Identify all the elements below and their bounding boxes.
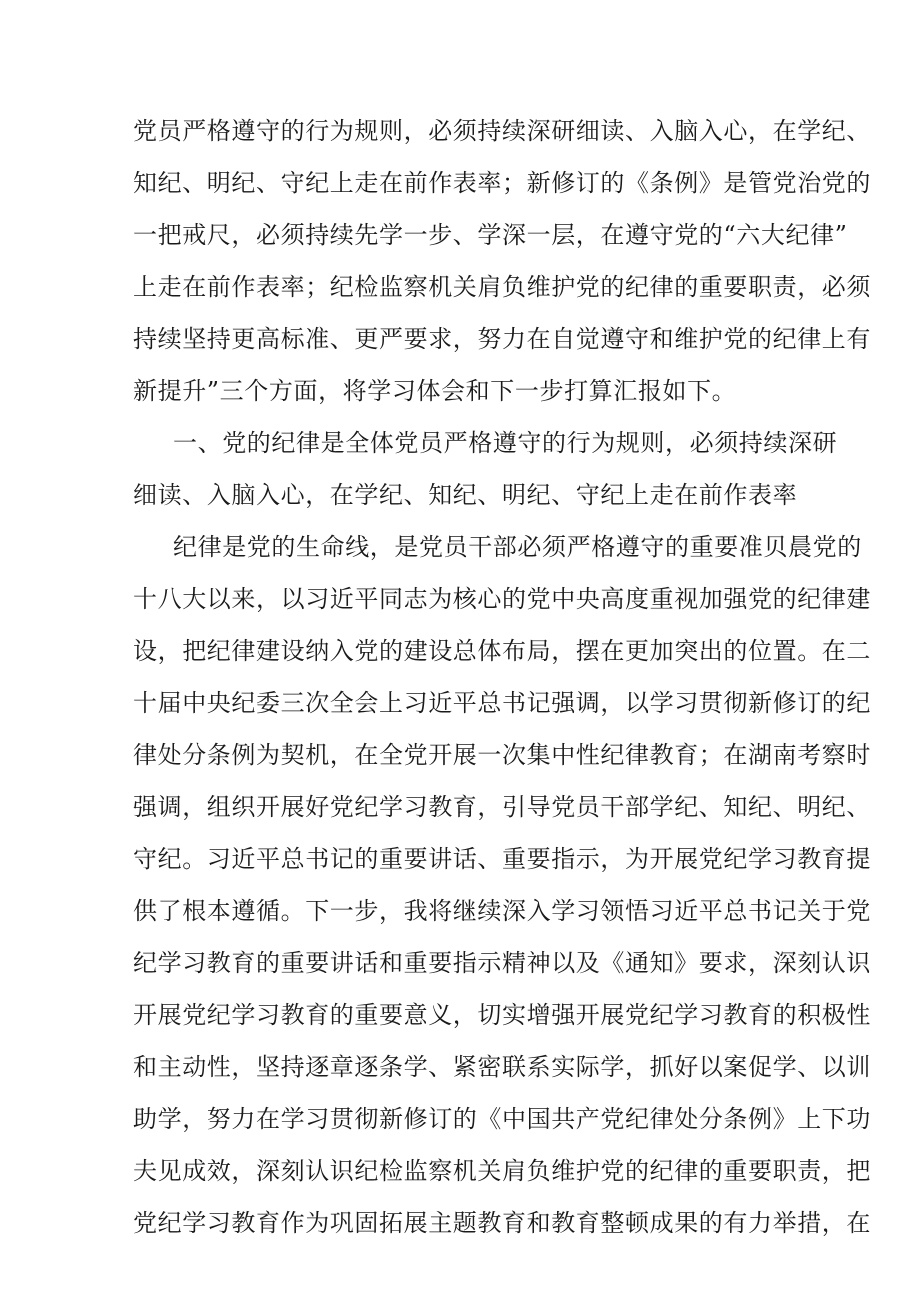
text-line: 纪律是党的生命线，是党员干部必须严格遵守的重要准贝晨党的: [173, 533, 862, 561]
text-line: 纪学习教育的重要讲话和重要指示精神以及《通知》要求，深刻认识: [133, 949, 871, 977]
text-line: 十八大以来，以习近平同志为核心的党中央高度重视加强党的纪律建: [133, 585, 871, 613]
text-line: 守纪。习近平总书记的重要讲话、重要指示，为开展党纪学习教育提: [133, 845, 871, 873]
text-line: 党员严格遵守的行为规则，必须持续深研细读、入脑入心，在学纪、: [133, 117, 871, 145]
text-line: 上走在前作表率；纪检监察机关肩负维护党的纪律的重要职责，必须: [133, 273, 871, 301]
text-line: 开展党纪学习教育的重要意义，切实增强开展党纪学习教育的积极性: [133, 1001, 871, 1029]
text-line: 律处分条例为契机，在全党开展一次集中性纪律教育；在湖南考察时: [133, 741, 871, 769]
text-line: 持续坚持更高标准、更严要求，努力在自觉遵守和维护党的纪律上有: [133, 325, 871, 353]
section-heading-line: 细读、入脑入心，在学纪、知纪、明纪、守纪上走在前作表率: [133, 481, 798, 509]
text-line: 强调，组织开展好党纪学习教育，引导党员干部学纪、知纪、明纪、: [133, 793, 871, 821]
text-line: 供了根本遵循。下一步，我将继续深入学习领悟习近平总书记关于党: [133, 897, 871, 925]
text-line: 助学，努力在学习贯彻新修订的《中国共产党纪律处分条例》上下功: [133, 1105, 871, 1133]
text-line: 党纪学习教育作为巩固拓展主题教育和教育整顿成果的有力举措，在: [133, 1209, 871, 1237]
text-line: 知纪、明纪、守纪上走在前作表率；新修订的《条例》是管党治党的: [133, 169, 871, 197]
text-line: 夫见成效，深刻认识纪检监察机关肩负维护党的纪律的重要职责，把: [133, 1157, 871, 1185]
section-heading-line: 一、党的纪律是全体党员严格遵守的行为规则，必须持续深研: [173, 429, 838, 457]
text-line: 设，把纪律建设纳入党的建设总体布局，摆在更加突出的位置。在二: [133, 637, 871, 665]
body-text: [133, 112, 871, 1256]
text-line: 一把戒尺，必须持续先学一步、学深一层，在遵守党的“六大纪律”: [133, 221, 848, 249]
text-line: 和主动性，坚持逐章逐条学、紧密联系实际学，抓好以案促学、以训: [133, 1053, 871, 1081]
text-line: 十届中央纪委三次全会上习近平总书记强调，以学习贯彻新修订的纪: [133, 689, 871, 717]
text-line: 新提升”三个方面，将学习体会和下一步打算汇报如下。: [133, 377, 737, 405]
